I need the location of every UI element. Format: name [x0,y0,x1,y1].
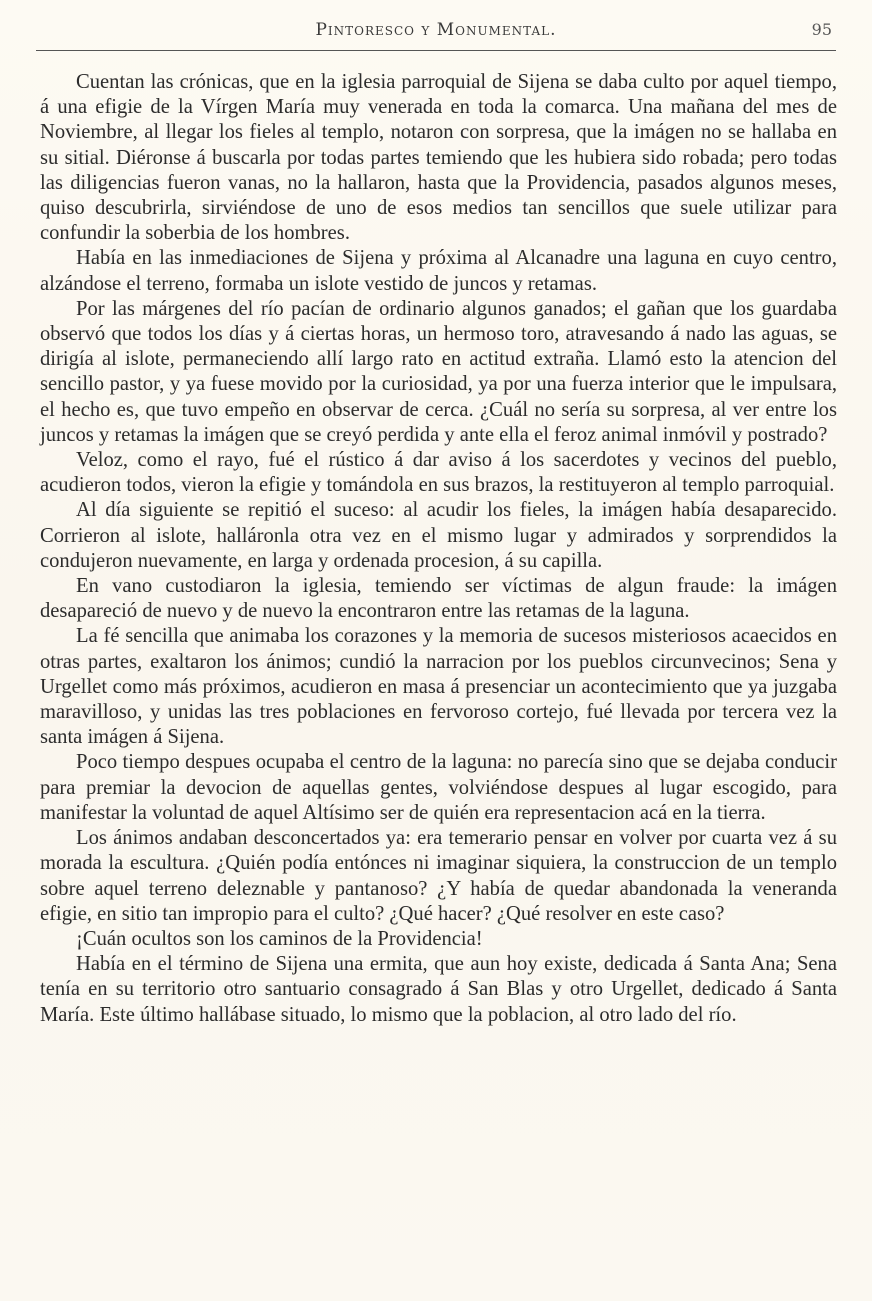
paragraph: Al día siguiente se repitió el suceso: al acudir los fieles, la imágen había desaparecido. Corrieron al islote, halláronla otra vez en el mismo lugar y admirados y sorprendidos la condujeron nuevamente, en larga y ordenada procesion, á su capilla. [40,499,837,572]
body-text [40,70,837,1028]
paragraph: Poco tiempo despues ocupaba el centro de la laguna: no parecía sino que se dejaba conducir para premiar la devocion de aquellas gentes, volviéndose despues al lugar escogido, para manifestar la voluntad de aquel Altísimo ser de quién era representacion acá en la tierra. [40,751,837,824]
paragraph: Los ánimos andaban desconcertados ya: era temerario pensar en volver por cuarta vez á su morada la escultura. ¿Quién podía entónces ni imaginar siquiera, la construccion de un templo sobre aquel terreno deleznable y pantanoso? ¿Y había de quedar abandonada la veneranda efigie, en sitio tan impropio para el culto? ¿Qué hacer? ¿Qué resolver en este caso? [40,827,837,925]
paragraph: Había en las inmediaciones de Sijena y próxima al Alcanadre una laguna en cuyo centro, alzándose el terreno, formaba un islote vestido de juncos y retamas. [40,247,837,295]
paragraph: La fé sencilla que animaba los corazones y la memoria de sucesos misteriosos acaecidos en otras partes, exaltaron los ánimos; cundió la narracion por los pueblos circunvecinos; Sena y Urgellet como más próximos, acudieron en masa á presenciar un acontecimiento que ya juzgaba maravilloso, y unidas las tres poblaciones en fervoroso cortejo, fué llevada por tercera vez la santa imágen á Sijena. [40,625,837,749]
paragraph: En vano custodiaron la iglesia, temiendo ser víctimas de algun fraude: la imágen desapareció de nuevo y de nuevo la encontraron entre las retamas de la laguna. [40,575,837,623]
header-rule [36,50,836,51]
paragraph: Había en el término de Sijena una ermita, que aun hoy existe, dedicada á Santa Ana; Sena tenía en su territorio otro santuario consagrado á San Blas y otro Urgellet, dedicado á Santa María. Este último hallábase situado, lo mismo que la poblacion, al otro lado del río. [40,953,837,1026]
running-header [36,14,836,50]
paragraph: ¡Cuán ocultos son los caminos de la Providencia! [76,927,483,950]
page-number: 95 [811,20,832,39]
paragraph: Por las márgenes del río pacían de ordinario algunos ganados; el gañan que los guardaba observó que todos los días y á ciertas horas, un hermoso toro, atravesando á nado las aguas, se dirigía al islote, permaneciendo allí largo rato en actitud extraña. Llamó esto la atencion del sencillo pastor, y ya fuese movido por la curiosidad, ya por una fuerza interior que le impulsara, el hecho es, que tuvo empeño en observar de cerca. ¿Cuál no sería su sorpresa, al ver entre los juncos y retamas la imágen que se creyó perdida y ante ella el feroz animal inmóvil y postrado? [40,297,837,446]
paragraph: Veloz, como el rayo, fué el rústico á dar aviso á los sacerdotes y vecinos del pueblo, acudieron todos, vieron la efigie y tomándola en sus brazos, la restituyeron al templo parroquial. [40,449,837,497]
running-title: Pintoresco y Monumental. [315,20,557,40]
paragraph: Cuentan las crónicas, que en la iglesia parroquial de Sijena se daba culto por aquel tiempo, á una efigie de la Vírgen María muy venerada en toda la comarca. Una mañana del mes de Noviembre, al llegar los fieles al templo, notaron con sorpresa, que la imágen no se hallaba en su sitial. Diéronse á buscarla por todas partes temiendo que les hubiera sido robada; pero todas las diligencias fueron vanas, no la hallaron, hasta que la Providencia, pasados algunos meses, quiso descubrirla, sirviéndose de uno de esos medios tan sencillos que suele utilizar para confundir la soberbia de los hombres. [40,71,837,245]
